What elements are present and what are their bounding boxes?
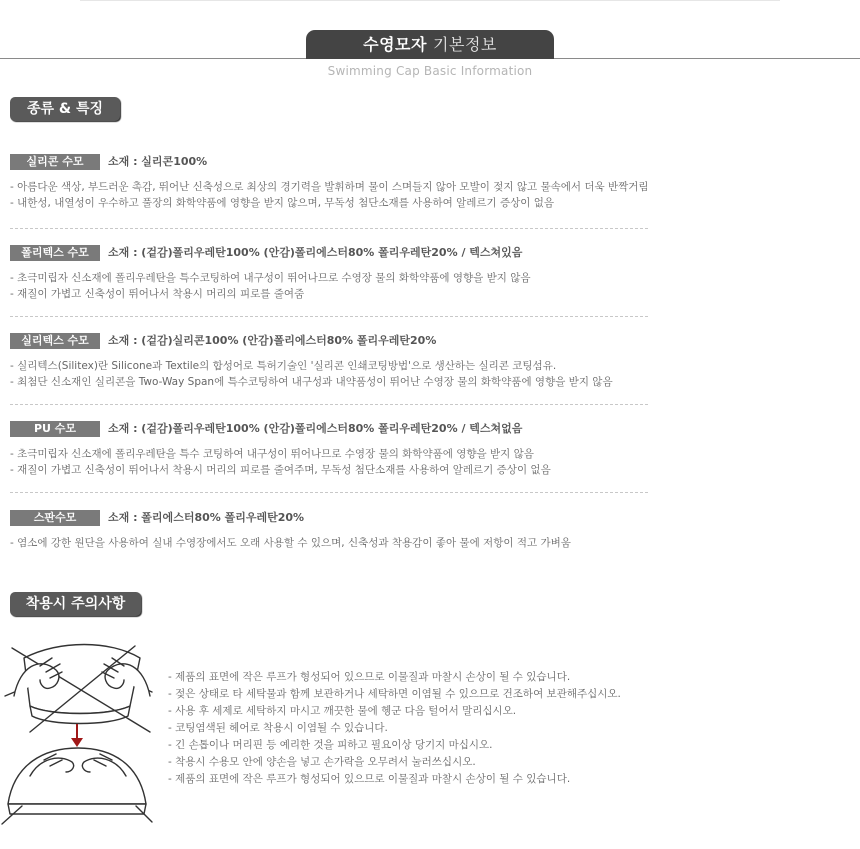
caution-item: - 제품의 표면에 작은 루프가 형성되어 있으므로 이물질과 마찰시 손상이 될 수 있습니다. bbox=[168, 773, 571, 785]
type-material: 소재 : (겉감)폴리우레탄100% (안감)폴리에스터80% 폴리우레탄20% / 텍스쳐있음 bbox=[108, 246, 523, 259]
page-title-light: 기본정보 bbox=[433, 35, 497, 54]
type-desc-line: - 내한성, 내열성이 우수하고 풀장의 화학약품에 영향을 받지 않으며, 무독성 첨단소재를 사용하여 알레르기 증상이 없음 bbox=[10, 197, 555, 209]
type-material: 소재 : 폴리에스터80% 폴리우레탄20% bbox=[108, 511, 305, 524]
type-name: 실리텍스 수모 bbox=[10, 333, 100, 349]
cap-wearing-illustration bbox=[0, 636, 165, 836]
page-subtitle: Swimming Cap Basic Information bbox=[327, 64, 533, 78]
cap-type-span bbox=[10, 510, 850, 549]
caution-item: - 제품의 표면에 작은 루프가 형성되어 있으므로 이물질과 마찰시 손상이 될 수 있습니다. bbox=[168, 671, 571, 683]
type-desc-line: - 실리텍스(Silitex)란 Silicone과 Textile의 합성어로 특허기술인 '실리콘 인쇄코팅방법'으로 생산하는 실리콘 코팅섬유. bbox=[10, 360, 557, 372]
type-desc-line: - 재질이 가볍고 신축성이 뛰어나서 착용시 머리의 피로를 줄여주며, 무독성 첨단소재를 사용하여 알레르기 증상이 없음 bbox=[10, 464, 551, 476]
cap-type-pu bbox=[10, 421, 850, 476]
dashed-divider bbox=[10, 404, 648, 405]
type-desc-line: - 아름다운 색상, 부드러운 촉감, 뛰어난 신축성으로 최상의 경기력을 발휘하며 물이 스며들지 않아 모발이 젖지 않고 물속에서 더욱 반짝거림 bbox=[10, 181, 649, 193]
dashed-divider bbox=[10, 316, 648, 317]
caution-item: - 젖은 상태로 타 세탁물과 함께 보관하거나 세탁하면 이염될 수 있으므로 건조하여 보관해주십시오. bbox=[168, 688, 621, 700]
cap-type-silicone bbox=[10, 154, 850, 209]
type-desc-line: - 재질이 가볍고 신축성이 뛰어나서 착용시 머리의 피로를 줄여줌 bbox=[10, 288, 305, 300]
cap-type-silitex bbox=[10, 333, 850, 388]
page-title bbox=[306, 30, 554, 59]
caution-item: - 코팅염색된 헤어로 착용시 이염될 수 있습니다. bbox=[168, 722, 388, 734]
dashed-divider bbox=[10, 228, 648, 229]
type-name: 폴리텍스 수모 bbox=[10, 245, 100, 261]
type-name: 실리콘 수모 bbox=[10, 154, 100, 170]
section-title-caution: 착용시 주의사항 bbox=[10, 592, 141, 616]
cap-type-polytex bbox=[10, 245, 850, 300]
caution-item: - 긴 손톱이나 머리핀 등 예리한 것을 피하고 필요이상 당기지 마십시오. bbox=[168, 739, 493, 751]
top-divider bbox=[80, 0, 780, 1]
type-name: PU 수모 bbox=[10, 421, 100, 437]
type-material: 소재 : 실리콘100% bbox=[108, 155, 208, 168]
cap-stretch-hands-icon bbox=[5, 645, 152, 733]
type-desc-line: - 염소에 강한 원단을 사용하여 실내 수영장에서도 오래 사용할 수 있으며, 신축성과 착용감이 좋아 물에 저항이 적고 가벼움 bbox=[10, 537, 571, 549]
dashed-divider bbox=[10, 492, 648, 493]
page-title-bold: 수영모자 bbox=[363, 35, 427, 54]
section-title-types: 종류 & 특징 bbox=[10, 97, 120, 121]
type-name: 스판수모 bbox=[10, 510, 100, 526]
caution-item: - 착용시 수용모 안에 양손을 넣고 손가락을 오무려서 눌러쓰십시오. bbox=[168, 756, 476, 768]
type-desc-line: - 최첨단 신소재인 실리콘을 Two-Way Span에 특수코팅하여 내구성과 내약품성이 뛰어난 수영장 물의 화학약품에 영향을 받지 않음 bbox=[10, 376, 613, 388]
type-material: 소재 : (겉감)실리콘100% (안감)폴리에스터80% 폴리우레탄20% bbox=[108, 334, 437, 347]
type-desc-line: - 초극미립자 신소재에 폴리우레탄을 특수 코팅하여 내구성이 뛰어나므로 수영장 물의 화학약품에 영향을 받지 않음 bbox=[10, 448, 534, 460]
cap-wearing-hands-icon bbox=[2, 748, 152, 824]
down-arrow-icon bbox=[71, 724, 83, 747]
type-material: 소재 : (겉감)폴리우레탄100% (안감)폴리에스터80% 폴리우레탄20% / 텍스쳐없음 bbox=[108, 422, 523, 435]
type-desc-line: - 초극미립자 신소재에 폴리우레탄을 특수코팅하여 내구성이 뛰어나므로 수영장 물의 화학약품에 영향을 받지 않음 bbox=[10, 272, 531, 284]
caution-item: - 사용 후 세제로 세탁하지 마시고 깨끗한 물에 헹군 다음 털어서 말리십시오. bbox=[168, 705, 517, 717]
